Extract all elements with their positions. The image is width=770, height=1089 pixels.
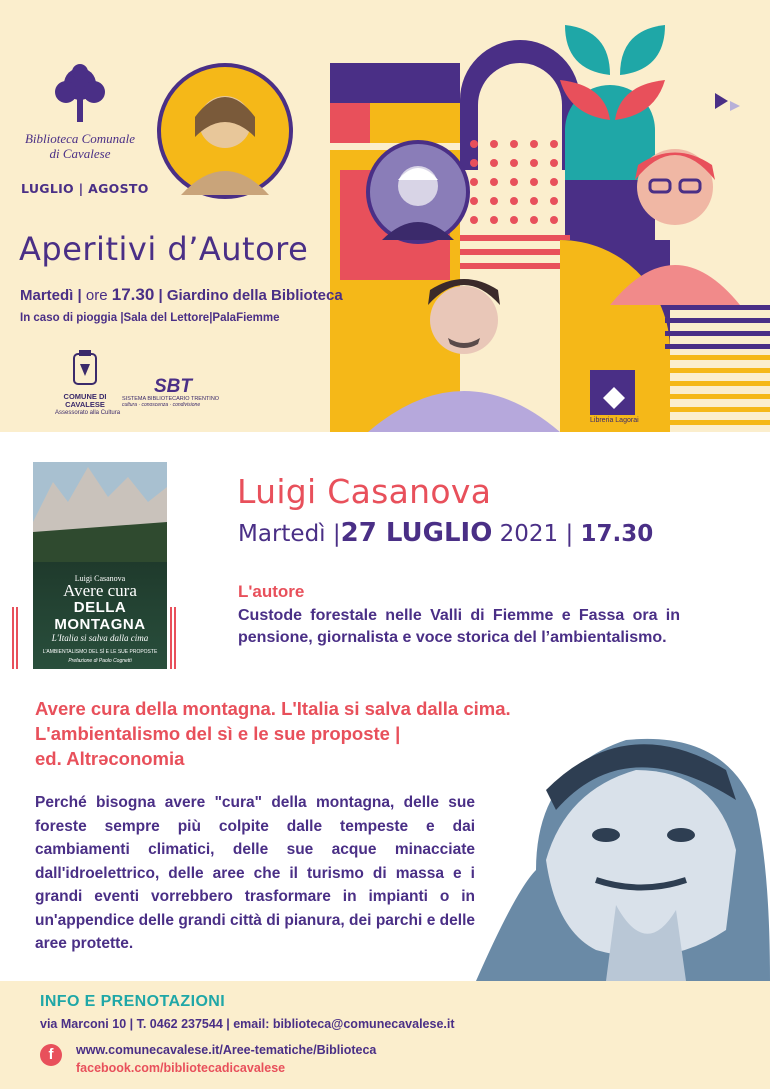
schedule-place: Giardino della Biblioteca [166,287,343,304]
library-name-line1: Biblioteca Comunale [24,131,136,146]
book-title-line1: Avere cura della montagna. L'Italia si salva dalla cima. [35,698,511,719]
schedule-line: Martedì | ore 17.30 | Giardino della Biblioteca [20,285,343,304]
book-title-ed: ed. [35,748,62,769]
facebook-link[interactable]: facebook.com/bibliotecadicavalese [76,1061,286,1075]
sbt-logo-text: SBT [154,376,192,397]
cover-preface: Prefazione di Paolo Cognetti [68,658,132,664]
sbt-line1: SISTEMA BIBLIOTECARIO TRENTINO [122,396,220,402]
poster-header [0,0,770,432]
cover-stripes-left [12,607,20,669]
info-title: INFO E PRENOTAZIONI [40,993,226,1010]
tree-icon [50,64,110,126]
comune-line2: CAVALESE [65,400,105,409]
comune-line1: COMUNE DI [63,392,107,401]
sbt-logo [122,378,222,408]
author-bio: Custode forestale nelle Valli di Fiemme e Fassa ora in pensione, giornalista e voce storica del l’ambientalismo. [238,607,680,646]
book-publisher: Altrəconomia [66,748,185,769]
cover-subtitle: L'Italia si salva dalla cima [51,633,149,643]
library-logo [20,64,140,161]
footer [0,981,770,1089]
crest-icon [70,350,100,388]
mountain-photo [33,462,167,562]
author-portrait-man-white-hair [366,140,470,244]
cover-stripes-right [170,607,178,669]
event-date: 27 LUGLIO [340,518,493,548]
event-date-line: Martedì |27 LUGLIO 2021 | 17.30 [238,518,654,548]
period-label: LUGLIO | AGOSTO [21,181,149,196]
cover-title1: Avere cura [63,581,137,600]
schedule-day: Martedì [20,287,74,304]
comune-line3: Assessorato alla Cultura [55,410,121,416]
author-heading: L'autore [238,582,305,601]
cover-author: Luigi Casanova [74,574,126,583]
cover-tagline: L'AMBIENTALISMO DEL SÌ E LE SUE PROPOSTE [42,649,158,655]
rain-place-2: PalaFiemme [212,312,280,324]
author-portrait-woman-glasses [600,125,750,305]
contact-address: via Marconi 10 | T. 0462 237544 | email: biblioteca@comunecavalese.it [40,1017,455,1031]
author-name: Luigi Casanova [237,472,492,511]
cover-publisher: Altreconomia [77,670,123,677]
rain-note-text: In caso di pioggia [20,312,118,324]
book-cover-text [33,574,167,677]
event-time: 17.30 [580,521,654,547]
book-title [35,696,511,771]
book-cover [33,462,167,677]
schedule-ore: ore [85,287,108,304]
event-year: 2021 [499,521,559,547]
comune-logo [55,350,121,417]
sbt-line2: cultura · conoscenza · condivisione [122,402,201,408]
rain-note: In caso di pioggia |Sala del Lettore|PalaFiemme [20,312,280,324]
schedule-time: 17.30 [111,285,155,304]
event-series-title: Aperitivi d’Autore [19,230,309,268]
facebook-icon[interactable] [40,1044,62,1066]
author-portrait-woman [157,63,293,199]
book-title-line2: L'ambientalismo del sì e le sue proposte | [35,723,401,744]
event-day: Martedì [238,521,326,547]
cover-title2: DELLA MONTAGNA [54,599,146,633]
library-name-line2: di Cavalese [49,146,111,161]
facebook-glyph: f [48,1046,54,1063]
dot-grid [470,140,570,235]
website-link[interactable]: www.comunecavalese.it/Aree-tematiche/Biblioteca [76,1043,377,1057]
libreria-logo-text: Libreria Lagorai [590,417,639,424]
author-portrait-luigi-casanova [368,260,560,432]
author-photo [476,730,770,981]
book-description: Perché bisogna avere "cura" della montagna, delle sue foreste sempre più colpite dalle tempeste e dai cambiamenti climatici, delle sue acque minacciate dall'idroelettrico, delle aree che il turismo di massa e i grandi eventi vorrebbero trasformare in impianti o in un'appendice delle grandi città di pianura, dei parchi e delle aree protette. [35,794,475,952]
rain-place-1: Sala del Lettore [123,312,210,324]
